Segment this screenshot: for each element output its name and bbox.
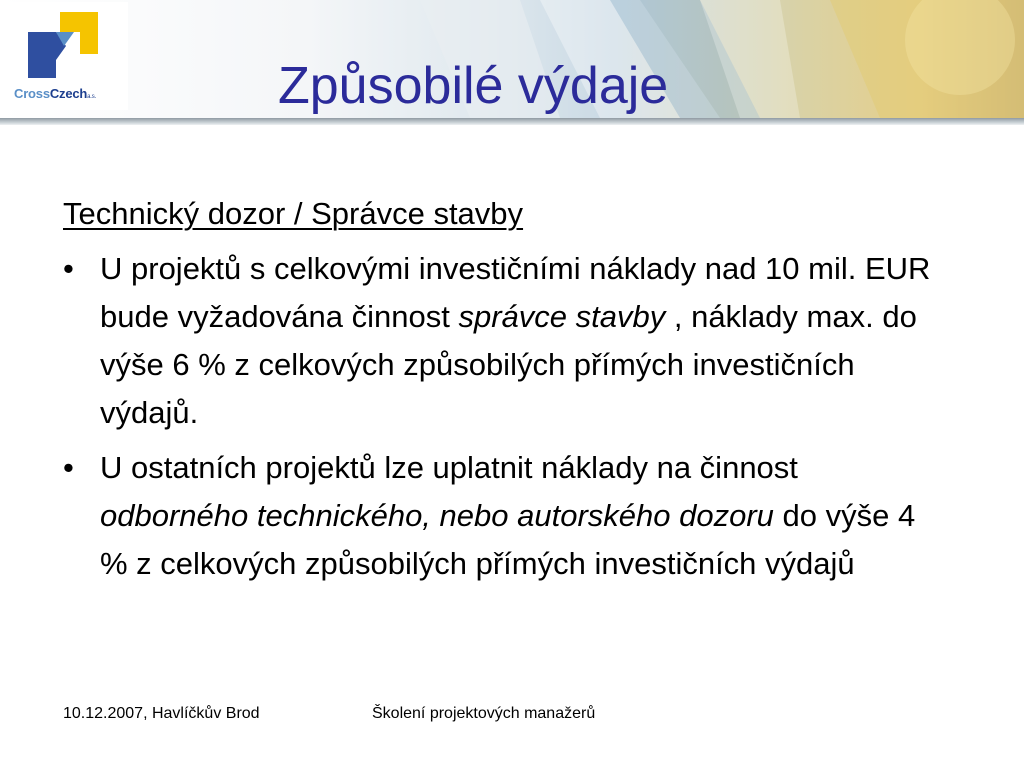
header-band [0,0,1024,118]
bullet-dot-icon: • [63,251,74,286]
bullet-emphasis: odborného technického, nebo autorského dozoru [100,498,774,533]
bullet-item [63,245,950,437]
bullet-text: , náklady max. do výše 6 % z celkových způsobilých přímých investičních výdajů. [100,299,917,430]
bullet-text: do výše 4 % z celkových způsobilých přímých investičních výdajů [100,498,916,581]
bullet-emphasis: správce stavby [458,299,666,334]
footer-event: Školení projektových manažerů [372,705,596,722]
bullet-text: U projektů s celkovými investičními náklady nad 10 mil. EUR bude vyžadována činnost [100,251,931,334]
crossczech-logo [8,2,128,110]
logo-text-suffix: a.s. [87,94,97,100]
logo-mark-icon [8,2,128,86]
bullet-list [63,245,963,588]
slide-title: Způsobilé výdaje [278,57,669,115]
header-divider [0,118,1024,125]
logo-text-czech: Czech [49,86,88,101]
section-heading: Technický dozor / Správce stavby [63,196,524,231]
logo-wordmark [14,86,96,101]
slide-content [63,190,963,588]
bullet-text: U ostatních projektů lze uplatnit náklady na činnost [100,450,798,485]
bullet-item [63,444,950,588]
footer-date-place: 10.12.2007, Havlíčkův Brod [63,705,260,722]
bullet-dot-icon: • [63,450,74,485]
logo-text-cross: Cross [14,86,50,101]
